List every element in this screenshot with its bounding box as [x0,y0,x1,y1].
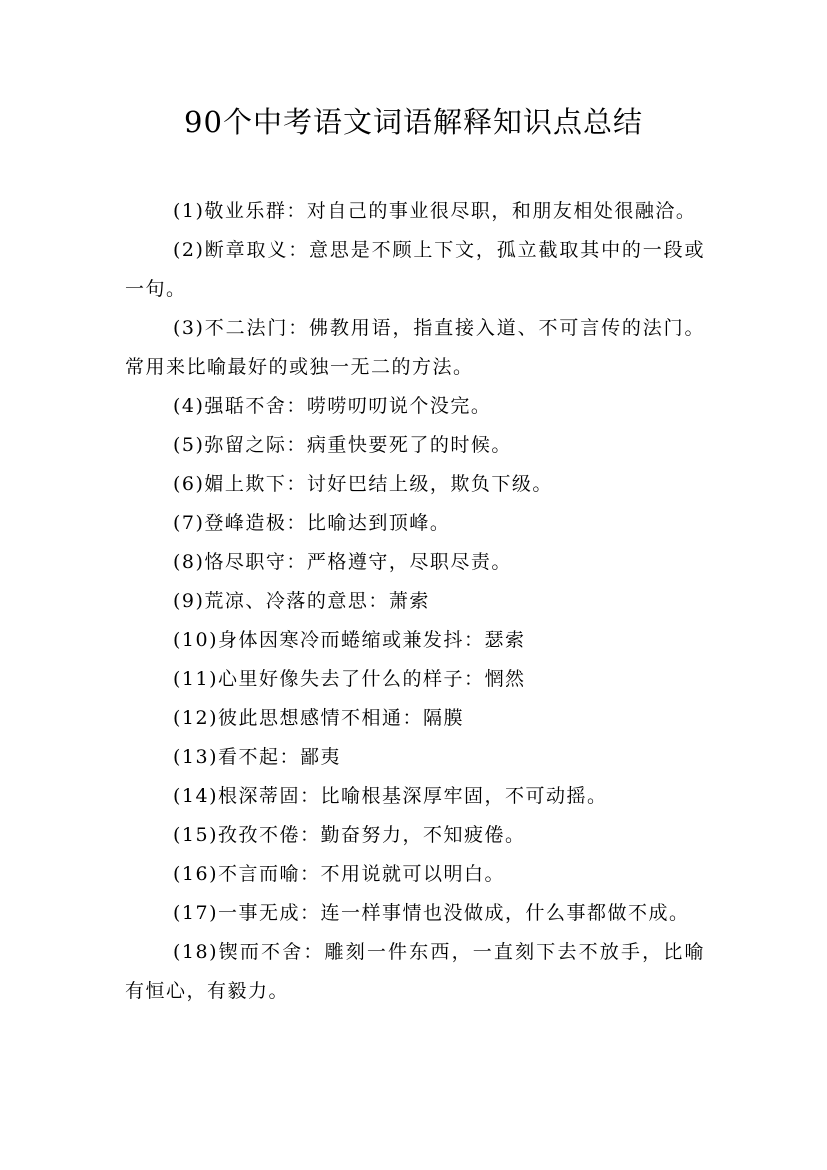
entry-10: (10)身体因寒冷而蜷缩或兼发抖：瑟索 [173,629,526,651]
entry-15: (15)孜孜不倦：勤奋努力，不知疲倦。 [173,824,526,846]
entry-8: (8)恪尽职守：严格遵守，尽职尽责。 [173,551,512,573]
entry-13: (13)看不起：鄙夷 [173,746,342,768]
entry-9: (9)荒凉、冷落的意思：萧索 [173,590,430,612]
entry-3: (3)不二法门：佛教用语，指直接入道、不可言传的法门。常用来比喻最好的或独一无二的方法。 [125,317,705,378]
entry-12: (12)彼此思想感情不相通：隔膜 [173,707,465,729]
document-title: 90个中考语文词语解释知识点总结 [184,105,643,139]
entry-2: (2)断章取义：意思是不顾上下文，孤立截取其中的一段或一句。 [125,239,705,300]
entry-7: (7)登峰造极：比喻达到顶峰。 [173,512,451,534]
entry-11: (11)心里好像失去了什么的样子：惘然 [173,668,526,690]
entry-18: (18)锲而不舍：雕刻一件东西，一直刻下去不放手，比喻有恒心，有毅力。 [125,941,705,1002]
entry-4: (4)强聒不舍：唠唠叨叨说个没完。 [173,395,492,417]
entry-16: (16)不言而喻：不用说就可以明白。 [173,863,506,885]
entry-17: (17)一事无成：连一样事情也没做成，什么事都做不成。 [173,902,690,924]
entry-1: (1)敬业乐群：对自己的事业很尽职，和朋友相处很融洽。 [173,200,697,222]
entry-6: (6)媚上欺下：讨好巴结上级，欺负下级。 [173,473,553,495]
entry-5: (5)弥留之际：病重快要死了的时候。 [173,434,512,456]
entry-list [125,192,705,1011]
entry-14: (14)根深蒂固：比喻根基深厚牢固，不可动摇。 [173,785,608,807]
